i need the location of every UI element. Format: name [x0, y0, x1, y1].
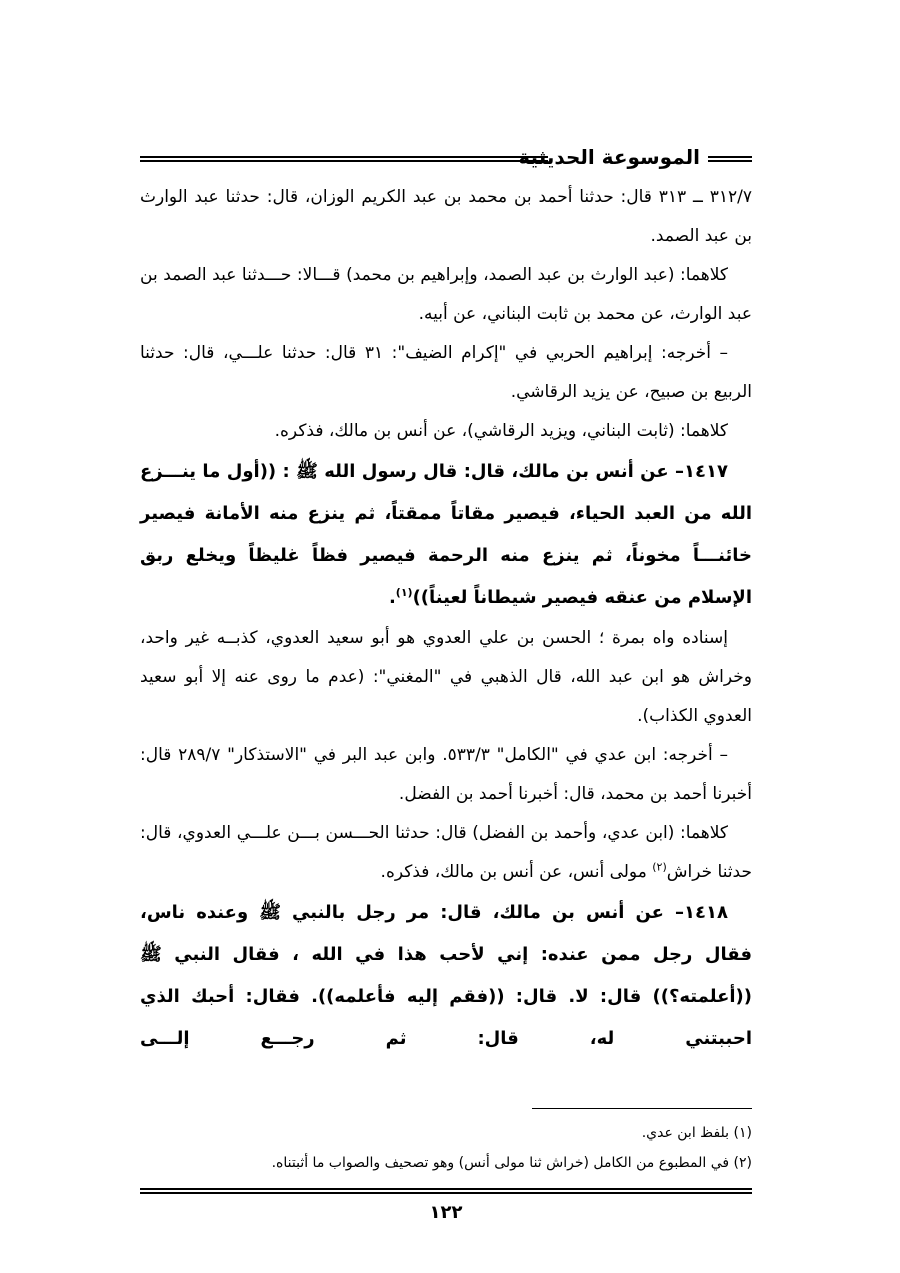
paragraph: [140, 736, 752, 814]
header-rule-right: [708, 156, 752, 162]
header-rule-left: [140, 156, 548, 162]
main-text: [140, 178, 752, 1060]
footnote-2: (٢) في المطبوع من الكامل (خراش ثنا مولى أنس) وهو تصحيف والصواب ما أثبتناه.: [271, 1155, 752, 1171]
paragraph: [140, 451, 752, 619]
paragraph-text: كلاهما: (ثابت البناني، ويزيد الرقاشي)، عن أنس بن مالك، فذكره.: [274, 421, 728, 441]
paragraph-text: ١٤١٨– عن أنس بن مالك، قال: مر رجل بالنبي ﷺ وعنده ناس، فقال رجل ممن عنده: إني لأحب هذا في الله ، فقال النبي ﷺ ((أعلمته؟)) قال: لا. قال: ((فقم إليه فأعلمه)). فقال: أحبك الذي احببتني له، قال: ثم رجـــع إلـــى: [140, 902, 752, 1049]
bottom-rule: [140, 1188, 752, 1194]
paragraph-tail: .: [388, 587, 396, 608]
page-number: ١٢٢: [429, 1202, 463, 1223]
paragraph-tail: مولى أنس، عن أنس بن مالك، فذكره.: [380, 862, 653, 882]
paragraph: [140, 814, 752, 892]
footnote-ref: (٢): [652, 860, 667, 874]
paragraph: [140, 412, 752, 451]
paragraph: [140, 178, 752, 256]
page: [140, 140, 752, 1240]
paragraph-text: ١٤١٧– عن أنس بن مالك، قال: قال رسول الله ﷺ : ((أول ما ينـــزع الله من العبد الحياء، فيصير مقاتاً ممقتاً، ثم ينزع منه الأمانة فيصير خائنـــاً مخوناً، ثم ينزع منه الرحمة فيصير فظاً غليظاً ويخلع ربق الإسلام من عنقه فيصير شيطاناً لعيناً)): [140, 461, 752, 608]
running-header: [140, 140, 752, 174]
footnote-separator: [532, 1108, 752, 1109]
footnote-ref: (١): [395, 586, 413, 599]
paragraph: [140, 256, 752, 334]
paragraph-text: كلاهما: (ابن عدي، وأحمد بن الفضل) قال: حدثنا الحـــسن بـــن علـــي العدوي، قال: حدثنا خراش: [140, 823, 752, 882]
paragraph-text: إسناده واه بمرة ؛ الحسن بن علي العدوي هو أبو سعيد العدوي، كذبــه غير واحد، وخراش هو ابن عبد الله، قال الذهبي في "المغني": (عدم ما روى عنه إلا أبو سعيد العدوي الكذاب).: [140, 628, 752, 726]
paragraph-text: ٣١٢/٧ ــ ٣١٣ قال: حدثنا أحمد بن محمد بن عبد الكريم الوزان، قال: حدثنا عبد الوارث بن عبد الصمد.: [140, 187, 752, 246]
paragraph-text: – أخرجه: ابن عدي في "الكامل" ٥٣٣/٣. وابن عبد البر في "الاستذكار" ٢٨٩/٧ قال: أخبرنا أحمد بن محمد، قال: أخبرنا أحمد بن الفضل.: [140, 745, 752, 804]
footnote-1: (١) بلفظ ابن عدي.: [641, 1125, 752, 1141]
paragraph-text: – أخرجه: إبراهيم الحربي في "إكرام الضيف": ٣١ قال: حدثنا علـــي، قال: حدثنا الربيع بن صبيح، عن يزيد الرقاشي.: [140, 343, 752, 402]
footnotes: [140, 1118, 752, 1178]
header-title: الموسوعة الحديثية: [518, 145, 700, 169]
paragraph: [140, 892, 752, 1060]
paragraph: [140, 334, 752, 412]
paragraph-text: كلاهما: (عبد الوارث بن عبد الصمد، وإبراهيم بن محمد) قـــالا: حـــدثنا عبد الصمد بن عبد الوارث، عن محمد بن ثابت البناني، عن أبيه.: [140, 265, 752, 324]
paragraph: [140, 619, 752, 736]
